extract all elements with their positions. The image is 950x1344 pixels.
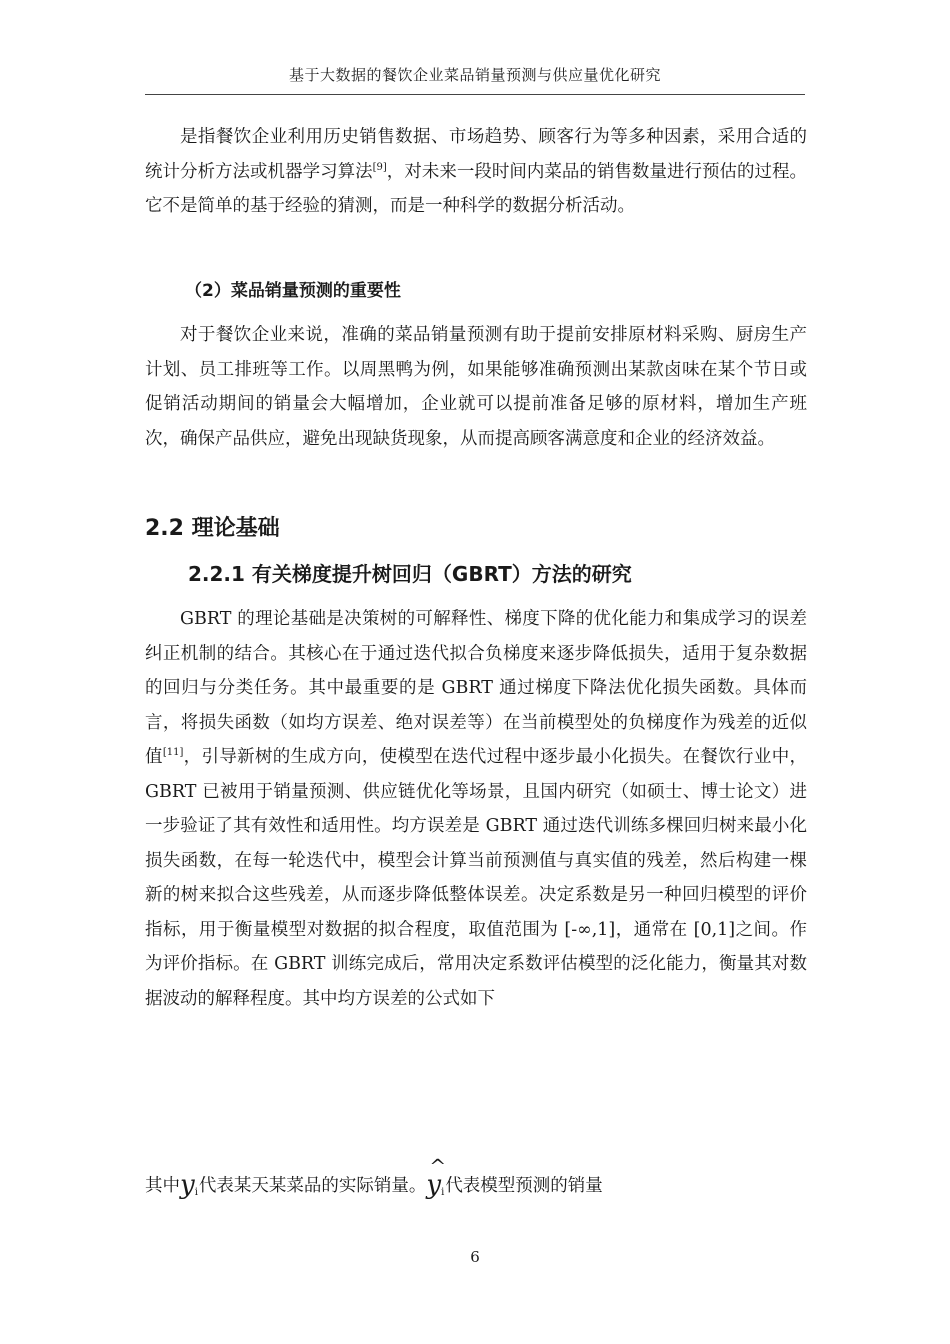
paragraph-importance: 对于餐饮企业来说，准确的菜品销量预测有助于提前安排原材料采购、厨房生产计划、员工排班等工作。以周黑鸭为例，如果能够准确预测出某款卤味在某个节日或促销活动期间的销量会大幅增加，企业就可以提前准备足够的原材料，增加生产班次，确保产品供应，避免出现缺货现象，从而提高顾客满意度和企业的经济效益。 — [145, 325, 807, 449]
subheading-importance: （2）菜品销量预测的重要性 — [185, 281, 401, 301]
paragraph-definition — [145, 120, 807, 224]
subscript-i-predicted: i — [441, 1187, 445, 1198]
citation-11: [11] — [162, 747, 184, 759]
paragraph-definition-text-a: 是指餐饮企业利用历史销售数据、市场趋势、顾客行为等多种因素，采用合适的统计分析方法或机器学习算法 — [145, 127, 807, 182]
paragraph-gbrt-text-a: GBRT 的理论基础是决策树的可解释性、梯度下降的优化能力和集成学习的误差纠正机制的结合。其核心在于通过迭代拟合负梯度来逐步降低损失，适用于复杂数据的回归与分类任务。其中最重要的是 GBRT 通过梯度下降法优化损失函数。具体而言，将损失函数（如均方误差、绝对误差等）在当前模型处的负梯度作为残差的近似值 — [145, 609, 807, 767]
formula-end-text: 代表模型预测的销量 — [445, 1176, 603, 1196]
formula-prefix: 其中 — [145, 1176, 180, 1196]
paragraph-gbrt — [145, 602, 807, 1016]
citation-9: [9] — [372, 161, 387, 173]
formula-explanation — [145, 1154, 603, 1200]
subscript-i: i — [194, 1187, 198, 1198]
formula-mid-text: 代表某天某菜品的实际销量。 — [198, 1176, 427, 1196]
paragraph-gbrt-text-b: ，引导新树的生成方向，使模型在迭代过程中逐步最小化损失。在餐饮行业中，GBRT 已被用于销量预测、供应链优化等场景，且国内研究（如硕士、博士论文）进一步验证了其有效性和适用性。均方误差是 GBRT 通过迭代训练多棵回归树来最小化损失函数，在每一轮迭代中，模型会计算当前预测值与真实值的残差，然后构建一棵新的树来拟合这些残差，从而逐步降低整体误差。决定系数是另一种回归模型的评价指标，用于衡量模型对数据的拟合程度，取值范围为 [-∞,1]，通常在 [0,1]之间。作为评价指标。在 GBRT 训练完成后，常用决定系数评估模型的泛化能力，衡量其对数据波动的解释程度。其中均方误差的公式如下 — [145, 747, 808, 1009]
page-number: 6 — [470, 1248, 480, 1266]
running-header: 基于大数据的餐饮企业菜品销量预测与供应量优化研究 — [288, 66, 661, 84]
header-rule — [145, 94, 805, 95]
hat-accent: ^ — [429, 1154, 447, 1178]
section-heading-2-2: 2.2 理论基础 — [145, 516, 280, 541]
actual-value-symbol: y — [180, 1170, 195, 1200]
paragraph-definition-text-b: ，对未来一段时间内菜品的销售数量进行预估的过程。它不是简单的基于经验的猜测，而是一种科学的数据分析活动。 — [145, 161, 808, 216]
section-heading-2-2-1: 2.2.1 有关梯度提升树回归（GBRT）方法的研究 — [188, 562, 632, 586]
predicted-y: y — [426, 1170, 442, 1200]
predicted-value-symbol — [426, 1154, 447, 1200]
